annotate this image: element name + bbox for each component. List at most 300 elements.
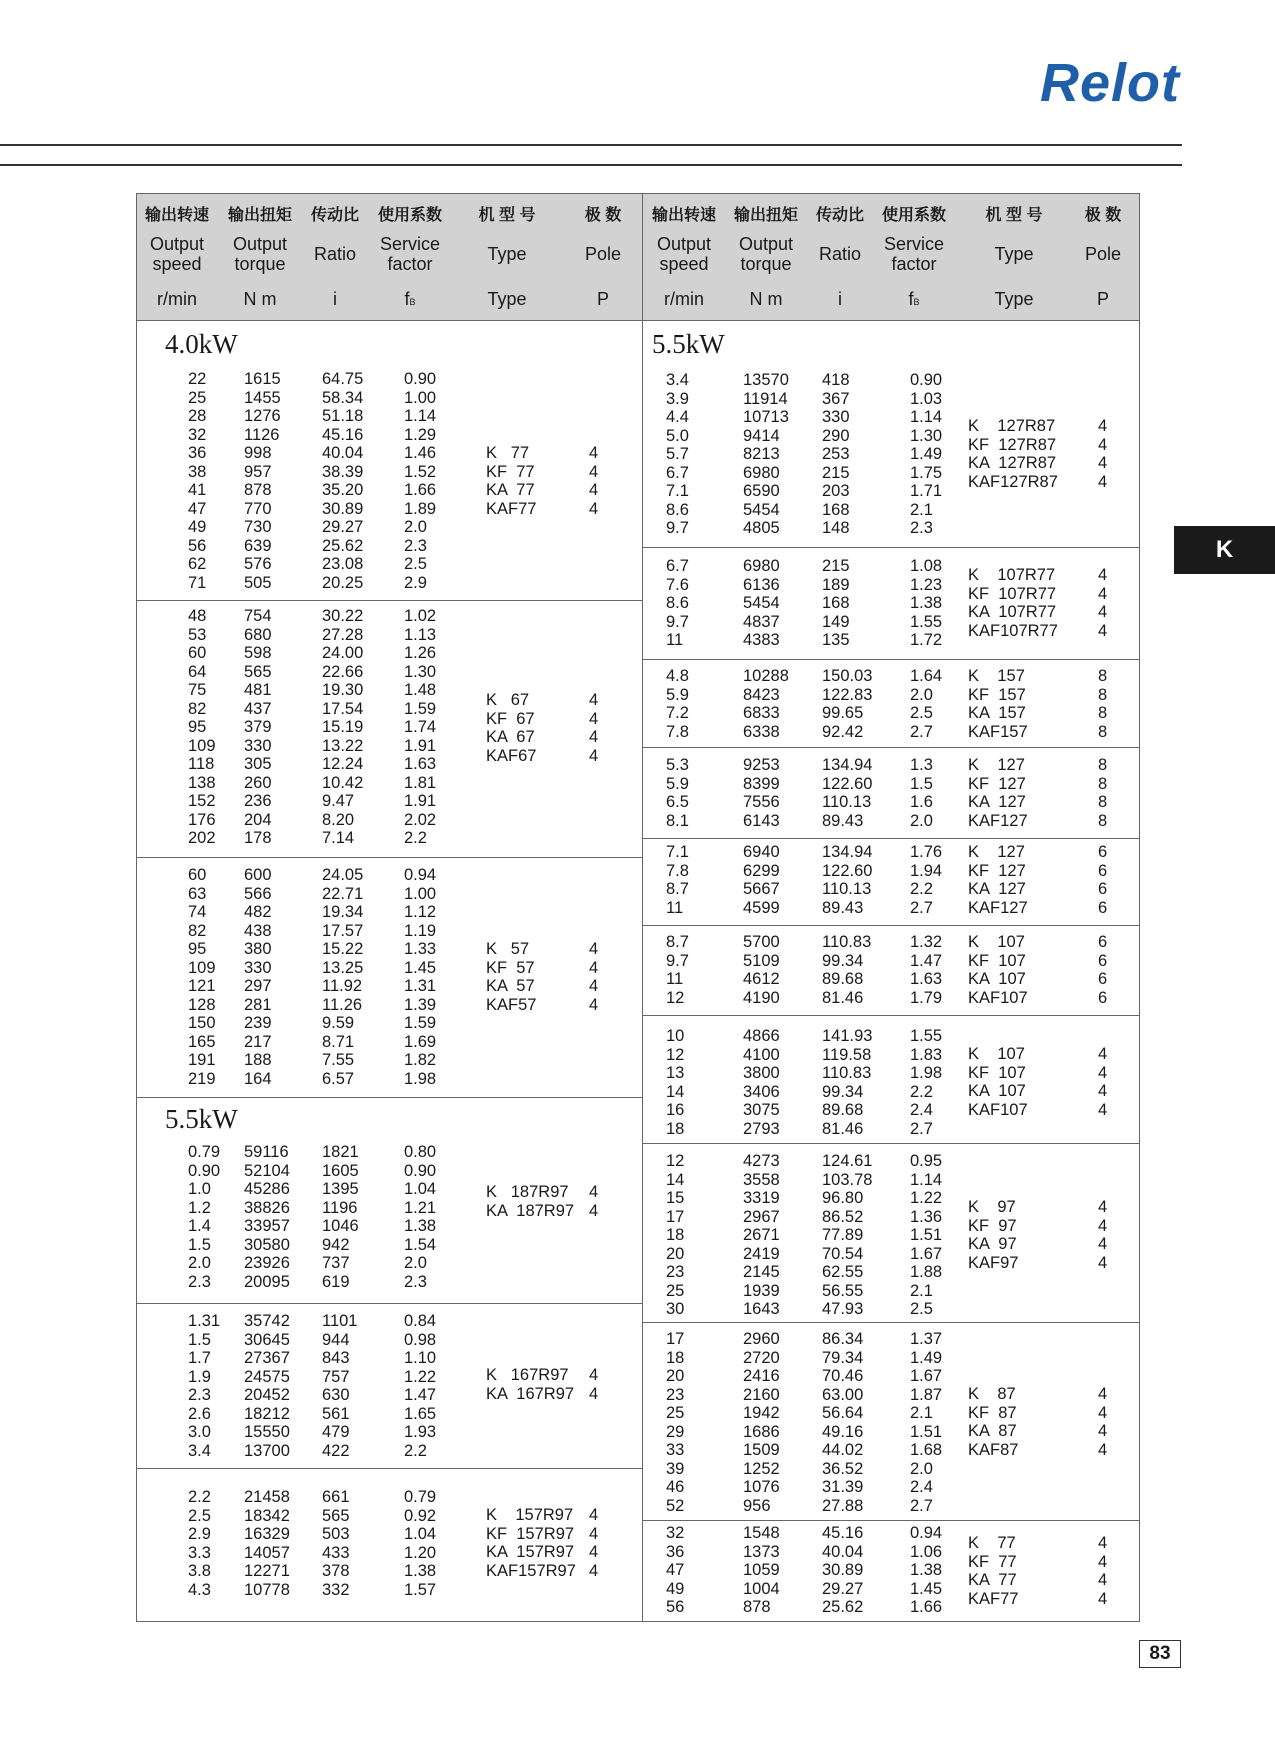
left-cell-ratio: 1605 [322,1161,359,1180]
right-cell-torque: 3406 [743,1082,780,1101]
left-cell-sf: 1.63 [404,755,437,773]
right-cell-torque: 8423 [743,685,780,704]
left-cell-ratio: 661 [322,1488,350,1506]
left-cell-sf: 0.79 [404,1488,437,1506]
column-divider [642,193,643,1622]
left-cell-torque: 35742 [244,1312,290,1330]
left-cell-torque: 59116 [244,1143,289,1161]
right-cell-speed: 14 [666,1082,685,1101]
right-cell-speed: 6.7 [666,557,689,575]
left-cell-ratio: 13.25 [322,958,364,977]
left-cell-ratio: 944 [322,1330,350,1349]
right-cell-sf: 1.22 [910,1189,943,1207]
left-cell-sf: 2.2 [404,829,427,847]
right-cell-speed: 7.8 [666,861,689,880]
right-cell-speed: 7.1 [666,843,689,861]
left-cell-speed: 109 [188,958,216,977]
left-cell-torque: 330 [244,736,272,755]
left-cell-speed: 191 [188,1051,216,1069]
right-cell-speed: 30 [666,1300,685,1318]
right-cell-speed: 39 [666,1459,685,1478]
left-cell-torque: 379 [244,718,272,736]
left-cell-torque: 204 [244,810,272,829]
right-cell-pole: 6 [1098,933,1108,951]
right-cell-ratio: 45.16 [822,1524,864,1542]
left-cell-torque: 30645 [244,1330,290,1349]
right-cell-type: KAF77 [968,1589,1019,1608]
right-cell-speed: 8.6 [666,594,689,612]
right-group-separator [643,838,1139,839]
left-cell-torque: 281 [244,995,272,1014]
left-cell-speed: 56 [188,536,207,555]
right-cell-sf: 1.3 [910,756,933,774]
right-cell-sf: 2.2 [910,880,933,898]
right-cell-pole: 8 [1098,756,1108,774]
right-cell-sf: 2.5 [910,704,933,722]
right-cell-type: KA 107R77 [968,603,1057,621]
right-cell-speed: 52 [666,1496,685,1515]
left-cell-pole: 4 [589,1543,599,1561]
right-cell-sf: 0.95 [910,1152,943,1170]
right-cell-ratio: 134.94 [822,843,873,861]
right-cell-ratio: 70.54 [822,1244,864,1263]
right-cell-torque: 9414 [743,426,780,445]
right-cell-type: KAF87 [968,1440,1019,1459]
right-cell-ratio: 79.34 [822,1348,864,1367]
header-cn-service-factor: 使用系数 [881,207,946,224]
right-cell-pole: 4 [1098,621,1108,640]
right-cell-torque: 10713 [743,408,789,426]
right-cell-pole: 4 [1098,1198,1108,1216]
left-cell-torque: 957 [244,462,272,481]
left-cell-speed: 0.79 [188,1143,221,1161]
right-cell-ratio: 290 [822,426,850,445]
left-cell-torque: 305 [244,755,272,773]
right-cell-speed: 14 [666,1170,685,1189]
right-cell-type: KA 127 [968,880,1026,898]
right-cell-sf: 1.67 [910,1367,943,1385]
header-cn-ratio: 传动比 [815,207,864,224]
left-cell-ratio: 20.25 [322,573,364,592]
right-cell-ratio: 89.68 [822,970,864,988]
left-cell-pole: 4 [589,1183,599,1201]
right-cell-pole: 8 [1098,811,1108,830]
left-cell-speed: 82 [188,921,207,940]
right-cell-torque: 1939 [743,1281,780,1300]
header-unit-service-factor: fB [404,289,416,309]
right-cell-sf: 1.38 [910,594,943,612]
left-cell-ratio: 422 [322,1441,350,1460]
left-cell-torque: 178 [244,829,272,847]
left-cell-torque: 1615 [244,370,281,388]
right-cell-speed: 49 [666,1579,685,1598]
left-cell-ratio: 24.00 [322,644,364,662]
right-cell-speed: 12 [666,1045,685,1064]
right-cell-speed: 17 [666,1330,685,1348]
right-cell-speed: 11 [666,898,684,917]
header-en-pole: Pole [1084,244,1122,264]
left-cell-ratio: 8.20 [322,810,355,829]
right-cell-ratio: 31.39 [822,1478,864,1496]
right-group-separator [643,925,1139,926]
right-cell-sf: 1.32 [910,933,943,951]
right-cell-sf: 1.5 [910,774,933,793]
left-cell-ratio: 45.16 [322,425,364,444]
right-cell-torque: 2419 [743,1244,780,1263]
left-cell-pole: 4 [589,1506,599,1524]
right-cell-sf: 2.1 [910,1281,933,1300]
right-cell-sf: 1.94 [910,861,943,880]
right-cell-ratio: 110.13 [822,880,872,898]
left-cell-speed: 63 [188,884,207,903]
left-cell-type: K 57 [486,940,530,958]
left-cell-torque: 38826 [244,1198,290,1217]
left-cell-speed: 219 [188,1069,216,1088]
right-cell-speed: 33 [666,1441,685,1459]
right-cell-pole: 6 [1098,988,1108,1007]
right-cell-type: KAF107 [968,988,1028,1007]
right-cell-torque: 6136 [743,575,780,594]
right-cell-pole: 4 [1098,1403,1108,1422]
right-cell-speed: 7.6 [666,575,689,594]
right-cell-speed: 20 [666,1244,685,1263]
right-cell-sf: 2.0 [910,1459,933,1478]
right-cell-sf: 2.0 [910,685,933,704]
left-cell-pole: 4 [589,728,599,746]
right-cell-speed: 5.3 [666,756,689,774]
right-cell-sf: 1.6 [910,793,933,811]
left-cell-type: K 187R97 [486,1183,569,1201]
right-cell-sf: 1.64 [910,667,943,685]
left-cell-torque: 1276 [244,407,281,425]
left-cell-ratio: 565 [322,1506,350,1525]
right-cell-pole: 6 [1098,861,1108,880]
page-number: 83 [1139,1640,1181,1668]
right-cell-speed: 5.9 [666,774,689,793]
left-cell-sf: 2.2 [404,1441,427,1460]
right-cell-ratio: 47.93 [822,1300,864,1318]
left-cell-ratio: 27.28 [322,625,364,644]
header-cn-output-torque: 输出扭矩 [227,207,292,224]
right-cell-ratio: 81.46 [822,1119,864,1138]
left-cell-torque: 20452 [244,1386,290,1404]
left-cell-sf: 2.9 [404,573,427,592]
left-cell-speed: 3.4 [188,1441,211,1460]
right-cell-pole: 4 [1098,1422,1108,1440]
right-cell-sf: 1.30 [910,426,943,445]
right-cell-ratio: 89.68 [822,1101,864,1119]
right-cell-pole: 4 [1098,1063,1108,1082]
left-cell-torque: 330 [244,958,272,977]
right-cell-sf: 1.47 [910,951,943,970]
right-cell-type: KF 87 [968,1403,1017,1422]
right-cell-torque: 2967 [743,1207,780,1226]
left-cell-speed: 109 [188,736,216,755]
right-cell-type: KA 107 [968,1082,1026,1100]
left-cell-ratio: 503 [322,1525,350,1543]
left-cell-ratio: 1046 [322,1217,359,1235]
left-cell-type: KA 67 [486,728,535,746]
left-cell-sf: 2.3 [404,536,427,555]
right-cell-ratio: 99.65 [822,704,864,722]
right-cell-sf: 1.71 [910,482,943,500]
right-cell-sf: 1.38 [910,1561,943,1579]
left-cell-ratio: 25.62 [322,536,364,555]
right-cell-torque: 1509 [743,1441,780,1459]
left-cell-sf: 1.57 [404,1580,437,1599]
right-cell-sf: 1.06 [910,1542,943,1561]
right-cell-ratio: 92.42 [822,722,864,741]
header-en-type: Type [994,244,1034,264]
left-cell-sf: 1.38 [404,1562,437,1580]
right-cell-ratio: 56.55 [822,1281,864,1300]
header-cn-pole: 极 数 [584,207,622,224]
header-unit-output-speed: r/min [157,289,197,309]
header-unit-ratio: i [333,289,337,309]
left-cell-sf: 1.47 [404,1386,437,1404]
right-cell-pole: 8 [1098,722,1108,741]
right-cell-pole: 4 [1098,1440,1108,1459]
left-cell-ratio: 23.08 [322,555,364,573]
right-cell-ratio: 96.80 [822,1189,864,1207]
right-cell-speed: 23 [666,1263,685,1281]
left-cell-sf: 1.00 [404,388,437,407]
left-cell-speed: 28 [188,407,207,425]
left-cell-speed: 36 [188,444,207,462]
left-cell-sf: 1.00 [404,884,437,903]
left-cell-torque: 164 [244,1069,272,1088]
brand-logo: Relot [1040,53,1180,113]
right-cell-torque: 1643 [743,1300,780,1318]
right-cell-ratio: 168 [822,594,850,612]
right-cell-sf: 1.75 [910,463,943,482]
right-cell-type: KA 157 [968,704,1026,722]
right-cell-pole: 4 [1098,1045,1108,1063]
right-cell-type: K 87 [968,1385,1016,1403]
left-cell-ratio: 1101 [322,1312,358,1330]
right-cell-speed: 18 [666,1119,685,1138]
left-cell-type: K 167R97 [486,1366,569,1384]
header-cn-service-factor: 使用系数 [377,207,442,224]
left-cell-speed: 165 [188,1032,216,1051]
left-group-separator [137,1097,642,1098]
right-cell-pole: 4 [1098,1589,1108,1608]
right-cell-ratio: 189 [822,575,850,594]
right-cell-torque: 2720 [743,1348,780,1367]
right-cell-sf: 1.14 [910,408,943,426]
left-cell-torque: 10778 [244,1580,290,1599]
left-cell-torque: 998 [244,444,272,462]
right-cell-torque: 4599 [743,898,780,917]
right-cell-pole: 4 [1098,1385,1108,1403]
right-cell-speed: 8.1 [666,811,689,830]
left-cell-speed: 48 [188,607,207,625]
right-cell-ratio: 89.43 [822,811,864,830]
right-cell-sf: 2.7 [910,722,933,741]
left-cell-ratio: 11.92 [322,977,363,995]
header-unit-output-torque: N m [749,289,783,309]
right-cell-ratio: 49.16 [822,1422,864,1441]
right-cell-type: KF 107 [968,1063,1026,1082]
left-cell-speed: 176 [188,810,216,829]
right-cell-speed: 9.7 [666,951,689,970]
left-cell-sf: 1.04 [404,1525,437,1543]
left-cell-ratio: 433 [322,1543,350,1562]
right-cell-ratio: 141.93 [822,1027,873,1045]
right-cell-speed: 7.8 [666,722,689,741]
left-cell-torque: 565 [244,662,272,681]
left-cell-speed: 3.8 [188,1562,211,1580]
header-unit-service-factor: fB [908,289,920,309]
left-cell-torque: 27367 [244,1349,290,1367]
right-cell-ratio: 110.83 [822,933,872,951]
right-cell-torque: 4100 [743,1045,780,1064]
left-cell-torque: 297 [244,977,272,995]
left-cell-pole: 4 [589,709,599,728]
right-cell-type: KA 97 [968,1235,1017,1253]
right-cell-torque: 4190 [743,988,780,1007]
right-cell-speed: 56 [666,1598,685,1616]
right-cell-ratio: 86.52 [822,1207,864,1226]
right-cell-ratio: 99.34 [822,951,864,970]
left-cell-sf: 1.52 [404,462,437,481]
left-cell-torque: 730 [244,518,272,536]
right-cell-ratio: 30.89 [822,1561,864,1579]
header-en-output-speed: Output speed [149,234,205,274]
left-cell-sf: 1.12 [404,903,437,921]
right-cell-ratio: 150.03 [822,667,873,685]
right-cell-torque: 1686 [743,1422,780,1441]
right-cell-torque: 4866 [743,1027,780,1045]
header-en-type: Type [487,244,527,264]
left-cell-speed: 62 [188,555,207,573]
left-cell-speed: 128 [188,995,216,1014]
right-cell-ratio: 77.89 [822,1226,864,1244]
right-cell-ratio: 27.88 [822,1496,864,1515]
right-cell-speed: 5.7 [666,445,689,463]
left-cell-ratio: 619 [322,1272,350,1291]
right-cell-ratio: 89.43 [822,898,864,917]
left-cell-ratio: 13.22 [322,736,364,755]
left-cell-ratio: 479 [322,1423,350,1441]
left-cell-speed: 3.0 [188,1423,211,1441]
left-cell-speed: 64 [188,662,207,681]
right-cell-type: KF 127 [968,861,1026,880]
left-cell-pole: 4 [589,1366,599,1384]
right-cell-sf: 2.7 [910,898,933,917]
right-cell-sf: 1.51 [910,1422,943,1441]
header-unit-output-speed: r/min [664,289,704,309]
right-cell-type: KF 127 [968,774,1026,793]
left-cell-speed: 22 [188,370,207,388]
left-cell-sf: 2.3 [404,1272,427,1291]
left-cell-sf: 1.46 [404,444,437,462]
left-cell-sf: 1.59 [404,699,437,718]
header-cn-output-speed: 输出转速 [144,207,209,224]
right-cell-pole: 4 [1098,1571,1108,1589]
right-cell-ratio: 44.02 [822,1441,864,1459]
left-cell-type: K 157R97 [486,1506,574,1524]
left-cell-ratio: 8.71 [322,1032,355,1051]
left-cell-ratio: 17.57 [322,921,364,940]
left-cell-sf: 1.74 [404,718,437,736]
right-cell-speed: 25 [666,1281,685,1300]
right-cell-torque: 1004 [743,1579,780,1598]
header-en-ratio: Ratio [818,244,862,264]
left-cell-pole: 4 [589,499,599,518]
left-cell-sf: 1.14 [404,407,437,425]
left-cell-pole: 4 [589,1561,599,1580]
right-cell-pole: 4 [1098,1216,1108,1235]
right-cell-torque: 6833 [743,704,780,722]
left-cell-speed: 2.0 [188,1254,211,1272]
left-cell-ratio: 7.14 [322,829,355,847]
left-cell-torque: 680 [244,625,272,644]
right-cell-pole: 6 [1098,880,1108,898]
right-cell-type: K 77 [968,1534,1016,1552]
right-cell-pole: 4 [1098,1235,1108,1253]
right-cell-type: K 127R87 [968,417,1056,435]
left-cell-ratio: 9.47 [322,792,355,810]
right-cell-torque: 4805 [743,519,780,537]
left-cell-torque: 1455 [244,388,281,407]
right-cell-torque: 1942 [743,1404,780,1422]
left-cell-sf: 2.5 [404,555,427,573]
right-cell-torque: 4612 [743,970,780,988]
left-cell-ratio: 40.04 [322,444,364,462]
left-cell-type: KA 167R97 [486,1384,575,1403]
left-cell-torque: 437 [244,699,272,718]
left-cell-ratio: 332 [322,1580,350,1599]
right-cell-speed: 9.7 [666,519,689,537]
right-cell-torque: 3800 [743,1064,780,1082]
left-cell-sf: 1.91 [404,736,437,755]
right-cell-type: KAF127 [968,811,1028,830]
right-cell-pole: 8 [1098,774,1108,793]
right-cell-speed: 11 [666,631,684,649]
right-cell-speed: 3.4 [666,371,689,389]
left-cell-pole: 4 [589,940,599,958]
right-group-separator [643,547,1139,548]
left-cell-ratio: 843 [322,1349,350,1367]
right-cell-pole: 4 [1098,435,1108,454]
left-cell-torque: 12271 [244,1562,290,1580]
right-cell-type: K 157 [968,667,1025,685]
left-cell-torque: 438 [244,921,272,940]
left-cell-ratio: 30.89 [322,499,364,518]
header-en-service-factor: Service factor [883,234,945,274]
left-cell-sf: 1.30 [404,662,437,681]
left-cell-torque: 217 [244,1032,272,1051]
left-cell-ratio: 6.57 [322,1069,355,1088]
right-cell-torque: 1252 [743,1459,780,1478]
right-cell-speed: 9.7 [666,612,689,631]
header-cn-ratio: 传动比 [310,207,359,224]
left-cell-speed: 32 [188,425,207,444]
left-cell-torque: 566 [244,884,272,903]
right-cell-type: KF 97 [968,1216,1017,1235]
left-cell-speed: 2.3 [188,1386,211,1404]
header-en-pole: Pole [584,244,622,264]
right-cell-speed: 25 [666,1404,685,1422]
right-cell-torque: 2145 [743,1263,780,1281]
right-cell-speed: 15 [666,1189,685,1207]
left-cell-speed: 60 [188,644,207,662]
left-cell-ratio: 38.39 [322,462,364,481]
left-cell-ratio: 378 [322,1562,350,1580]
left-cell-sf: 1.21 [404,1198,437,1217]
right-cell-pole: 4 [1098,1534,1108,1552]
